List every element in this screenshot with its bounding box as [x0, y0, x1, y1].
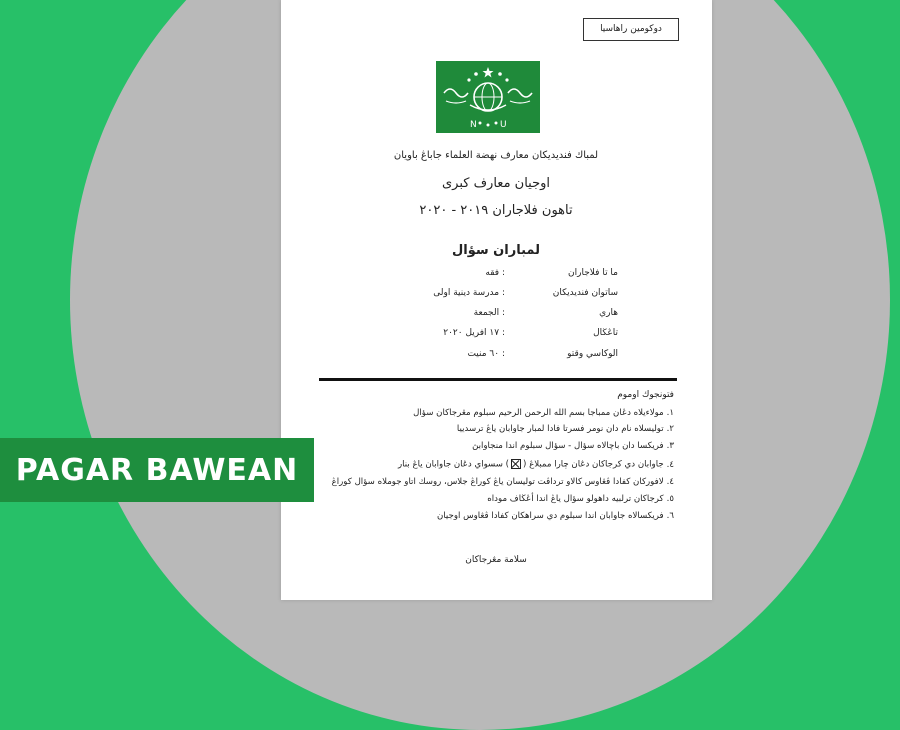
instruction-number: ٤. — [666, 477, 674, 487]
instruction-item — [472, 441, 674, 451]
school-year: تاهون فلاجاران ٢٠١٩ - ٢٠٢٠ — [419, 203, 573, 218]
closing-greeting: سلامة مڠرجاكان — [465, 555, 527, 565]
instruction-item — [487, 494, 674, 504]
instruction-number: ٤. — [666, 459, 674, 470]
info-value-day: : الجمعة — [473, 308, 505, 318]
info-value-date: : ١٧ افريل ٢٠٢٠ — [443, 328, 505, 338]
info-label-school-unit: ساتوان فنديديكان — [552, 288, 618, 298]
question-sheet-title: لمباران سؤال — [451, 243, 541, 258]
crossed-box-icon — [511, 459, 521, 469]
instruction-text: ) سسواي دڠان جاوابان ياڠ بنار — [397, 459, 509, 470]
logo-letter-u: U — [500, 120, 507, 130]
general-instructions-heading: فتونجوك اوموم — [617, 390, 674, 400]
organization-name: لمباك فنديديكان معارف نهضة العلماء جاباڠ باويان — [393, 150, 599, 161]
logo-letter-n: N — [470, 120, 477, 130]
instruction-text: لافوركان كفادا ڤڠاوس كالاو ترداڤت توليسان ياڠ كوراڠ جلاس، روسك اتاو جوملاه سؤال كوراڠ — [331, 477, 664, 487]
nu-logo — [436, 61, 540, 133]
info-label-day: هاري — [599, 308, 618, 318]
instruction-item — [332, 477, 674, 487]
nu-globe-logo-icon — [436, 61, 540, 133]
instruction-text: كرجاكان ترلبيه داهولو سؤال ياڠ اندا أڠڬاف موداه — [487, 494, 664, 504]
watermark-text: PAGAR BAWEAN — [15, 452, 299, 488]
instruction-number: ٣. — [666, 441, 674, 451]
info-label-date: تاڠڬال — [593, 328, 618, 338]
info-value-school-unit: : مدرسة دينية اولى — [433, 288, 505, 298]
info-value-subject: : فقه — [485, 268, 505, 278]
section-divider — [319, 378, 677, 381]
site-watermark-banner — [0, 438, 314, 502]
instruction-item — [437, 511, 674, 521]
info-label-duration: الوكاسي وقتو — [567, 349, 618, 359]
info-value-duration: : ٦٠ منيت — [467, 349, 505, 359]
exam-name: اوجيان معارف كبرى — [441, 176, 551, 191]
doc-type-label: دوكومين راهاسيا — [583, 18, 679, 41]
instruction-number: ٦. — [666, 511, 674, 521]
instruction-number: ٢. — [666, 424, 674, 434]
instruction-item — [398, 459, 674, 470]
instruction-number: ٥. — [666, 494, 674, 504]
instruction-text: توليسلاه نام دان نومر فسرتا فادا لمبار جاوابان ياڠ ترسدييا — [456, 424, 664, 434]
instruction-text: فريكسا دان باچالاه سؤال - سؤال سبلوم اندا منجاوابڽ — [472, 441, 664, 451]
instruction-text: جاوابان دي كرجاكان دڠان چارا ممبلاڠ ( — [522, 459, 664, 470]
exam-document — [281, 0, 712, 600]
instruction-item — [457, 424, 674, 434]
info-label-subject: ما تا فلاجاران — [568, 268, 618, 278]
instruction-text: مولاءيلاه دڠان ممباجا بسم الله الرحمن الرحيم سبلوم مڠرجاكان سؤال — [413, 408, 664, 418]
instruction-number: ١. — [666, 408, 674, 418]
instruction-text: فريكسالاه جاوابان اندا سبلوم دي سراهكان كفادا ڤڠاوس اوجيان — [436, 511, 664, 521]
instruction-item — [413, 408, 674, 418]
